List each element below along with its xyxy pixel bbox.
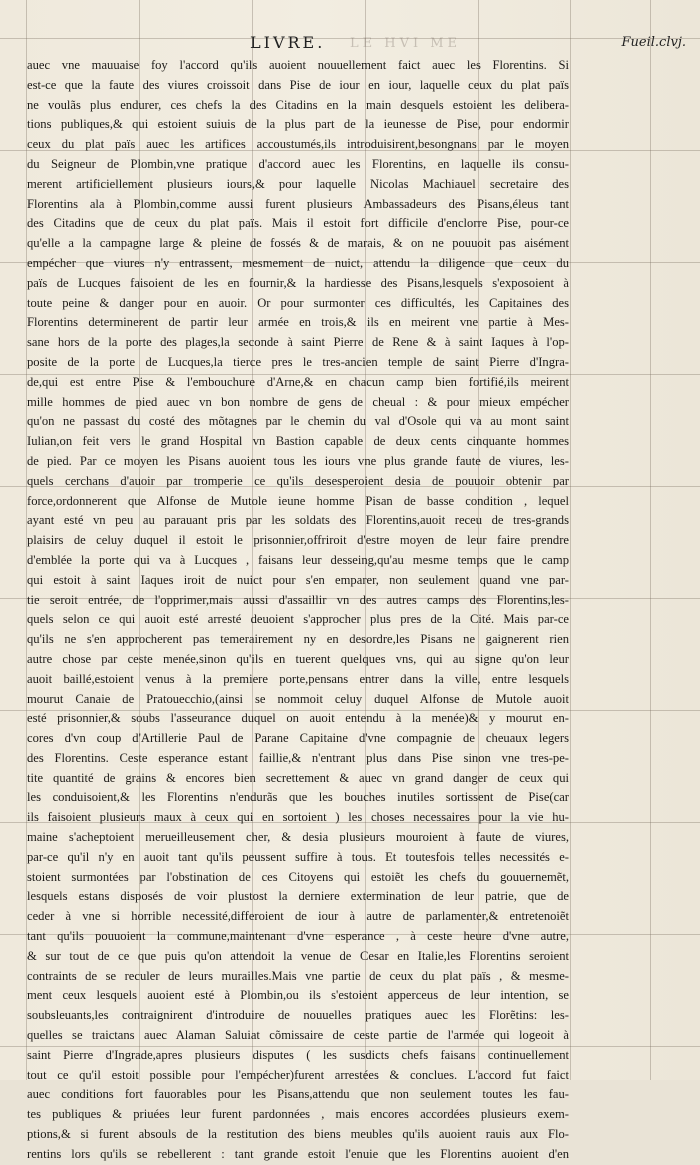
text-line: qu'ils ne s'en approcherent pas temerairement ny en desordre,les Pisans ne gaignerent rien — [27, 632, 569, 647]
text-line: de pied. Par ce moyen les Pisans auoient tous les iours vne plus grande faute de viures, les- — [27, 453, 569, 468]
text-line: & sur tout de ce que puis qu'on attendoit la venue de Cesar en Italie,les Florentins seroient — [27, 948, 569, 963]
grid-line — [570, 0, 571, 1080]
text-line: des Florentins. Ceste esperance estant faillie,& n'entrant plus dans Pise sinon vne tres-pe- — [27, 750, 569, 765]
text-line: maine s'acheptoient merueilleusement cher, & desia plusieurs mouroient à faute de viures, — [27, 830, 569, 845]
folio-number: Fueil.clvj. — [621, 35, 686, 50]
text-line: tie seroit entrée, de l'opprimer,mais aussi d'assaillir vn des autres camps des Florentins,les- — [27, 592, 569, 607]
text-line: quels selon ce qui auoit esté arresté deuoient s'approcher plus pres de la Cité. Mais par-ce — [27, 612, 569, 627]
text-line: qu'on ne passast du costé des mõtagnes par le chemin du val d'Osole qui va au mont saint — [27, 414, 569, 429]
text-line: par-ce qu'il n'y en auoit tant qu'ils peussent suffire à tous. Et toutesfois telles necessités e- — [27, 849, 569, 864]
text-line: ptions,& si furent absouls de la restitution des biens meubles qu'ils auoient rauis aux Flo- — [27, 1127, 569, 1142]
text-line: ne voulãs plus endurer, ces chefs la des Citadins en la main desquels estoient les delibera- — [27, 97, 569, 112]
text-line: tant qu'ils pouuoient la commune,maintenant d'vne esperance , à ceste heure d'vne autre, — [27, 929, 569, 944]
text-line: Florentins ala à Plombin,comme aussi furent plusieurs Ambassadeurs des Pisans,éleus tant — [27, 196, 569, 211]
text-line: ceux du plat païs auec les artifices accoustumés,ils introduisirent,besongnans par le moyen — [27, 137, 569, 152]
text-line: contraints de se reculer de leurs murailles.Mais vne partie de ceux du plat païs , & mesme- — [27, 968, 569, 983]
text-line: sane hors de la porte des plages,la seconde à saint Pierre de Rene & à saint Iaques à l'op- — [27, 335, 569, 350]
text-line: plaisirs de celuy duquel il estoit le prisonnier,offriroit d'estre moyen de leur faire prendre — [27, 533, 569, 548]
text-line: tite quantité de grains & encores bien secrettement & auec vn grand danger de ceux qui — [27, 770, 569, 785]
text-line: quels cerchans d'auoir par tromperie ce qu'ils desesperoient desia de pouuoir obtenir par — [27, 473, 569, 488]
text-line: tout ce qu'il estoit possible pour l'empécher)furent arrestées & conclues. L'accord fut faict — [27, 1067, 569, 1082]
text-line: saint Pierre d'Ingrade,apres plusieurs disputes ( les susdicts chefs faisans continuellement — [27, 1047, 569, 1062]
text-line: empécher que viures n'y entrassent, mesmement de nuict, attendu la diligence que ceux du — [27, 255, 569, 270]
text-line: force,ordonnerent que Alfonse de Mutole ieune homme Pisan de basse condition , lequel — [27, 493, 569, 508]
text-line: ayant esté vn peu au parauant pris par les soldats des Florentins,auoit receu de tres-grands — [27, 513, 569, 528]
text-line: auec conditions fort fauorables pour les Pisans,attendu que non seulement toutes les fau- — [27, 1087, 569, 1102]
page-header — [0, 33, 700, 55]
text-line: auec vne mauuaise foy l'accord qu'ils auoient nouuellement faict auec les Florentins. Si — [27, 58, 569, 72]
text-line: qu'elle a la campagne large & pleine de fossés & de marais, & on ne pouuoit pas aisément — [27, 236, 569, 251]
text-line: mourut Canaie de Pratouecchio,(ainsi se nommoit celuy duquel Alfonse de Mutole auoit — [27, 691, 569, 706]
text-line: rentins lors qu'ils se rebellerent : tant grande estoit l'enuie que les Florentins auoient d'en — [27, 1146, 569, 1161]
text-line: autre chose par ceste menée,sinon qu'ils en tuerent quelques vns, qui au signe qu'on leur — [27, 651, 569, 666]
text-line: est-ce que la faute des viures croissoit dans Pise de iour en iour, laquelle ceux du plat païs — [27, 77, 569, 92]
text-line: tions publiques,& qui estoient suiuis de la plus part de la ieunesse de Pise, pour endormir — [27, 117, 569, 132]
running-head: LIVRE. — [250, 33, 326, 52]
text-line: stoient surmontées par l'obstination de ces Citoyens qui estoiẽt les chefs du gouuernemẽt, — [27, 869, 569, 884]
text-line: qui estoit à saint Iaques iroit de nuict pour s'en emparer, non seulement quand vne par- — [27, 572, 569, 587]
text-line: les conduisoient,& les Florentins n'endurãs que les bouches inutiles sortissent de Pise(car — [27, 790, 569, 805]
text-line: des Citadins que de ceux du plat païs. Mais il estoit fort difficile d'enclorre Pise, pour-ce — [27, 216, 569, 231]
text-line: merent artificiellement plusieurs iours,& pour laquelle Nicolas Machiauel secretaire des — [27, 176, 569, 191]
text-line: païs de Lucques faisoient de les en fournir,& la hardiesse des Pisans,lesquels s'exposoient à — [27, 275, 569, 290]
text-line: quelles se traictans auec Alaman Saluiat cõmissaire de ceste partie de l'armée qui logeoit à — [27, 1028, 569, 1043]
text-line: Florentins determinerent de partir leur armée en trois,& ils en meirent vne partie à Mes- — [27, 315, 569, 330]
text-line: mille hommes de pied auec vn bon nombre de gens de cheual : & pour mieux empécher — [27, 394, 569, 409]
text-line: posite de la porte de Lucques,la tierce pres le tres-ancien temple de saint Pierre d'Ingra- — [27, 354, 569, 369]
text-line: d'emblée la porte qui va à Lucques , faisans leur desseing,qu'au mesme temps que le camp — [27, 552, 569, 567]
body-text — [27, 56, 569, 1165]
text-line: soubsleuants,les contraignirent d'introduire de nouuelles pratiques auec les Florẽtins: les- — [27, 1008, 569, 1023]
text-line: ceder à vne si horrible necessité,differoient de iour à autre de parlamenter,& entretenoiẽt — [27, 909, 569, 924]
text-line: toute peine & danger pour en auoir. Or pour surmonter ces difficultés, les Capitaines des — [27, 295, 569, 310]
text-line: Iulian,on feit vers le grand Hospital vn Bastion capable de deux cents cinquante hommes — [27, 434, 569, 449]
text-line: ment ceux lesquels auoient esté à Plombin,ou ils s'estoient apperceus de leur intention, se — [27, 988, 569, 1003]
text-line: tes publiques & priuées leur furent pardonnées , mais encores accordées plusieurs exem- — [27, 1107, 569, 1122]
text-line: de,qui est entre Pise & l'embouchure d'Arne,& en chacun camp bien fortifié,ils meirent — [27, 374, 569, 389]
text-line: du Seigneur de Plombin,vne pratique d'accord auec les Florentins, en laquelle ils consu- — [27, 156, 569, 171]
grid-line — [650, 0, 651, 1080]
text-line: cores d'vn coup d'Artillerie Paul de Parane Capitaine d'vne compagnie de cheuaux legers — [27, 731, 569, 746]
show-through-text: LE HVI ME — [350, 36, 462, 51]
text-line: auoit baillé,estoient venus à la premiere porte,pensans entrer dans la ville, entre lesquels — [27, 671, 569, 686]
text-line: ils faisoient plusieurs maux à ceux qui en sortoient ) les choses necessaires pour la vie hu- — [27, 810, 569, 825]
text-line: esté prisonnier,& soubs l'asseurance duquel on auoit entendu à la menée)& y mourut en- — [27, 711, 569, 726]
text-line: lesquels estans disposés de voir plustost la derniere extermination de leur patrie, que de — [27, 889, 569, 904]
